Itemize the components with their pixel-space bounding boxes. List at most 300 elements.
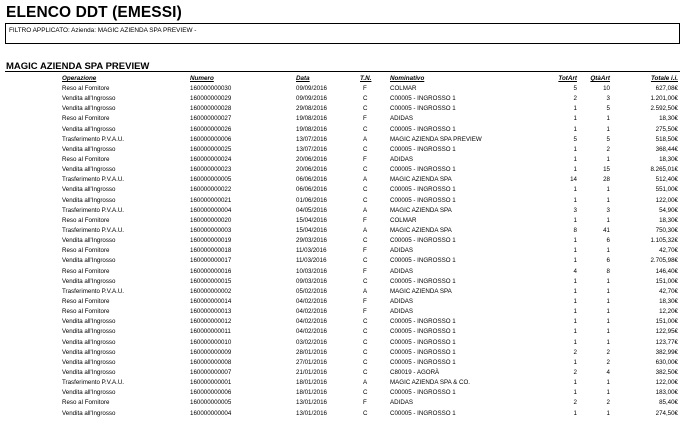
cell-qtaart: 3 — [606, 206, 610, 214]
cell-operazione: Vendita all'Ingrosso — [62, 186, 116, 194]
table-row — [0, 256, 683, 266]
cell-numero: 160000000008 — [190, 358, 232, 366]
cell-totart: 2 — [573, 368, 577, 376]
cell-totale: 123,77€ — [655, 338, 678, 346]
cell-totart: 2 — [573, 399, 577, 407]
cell-tn: C — [363, 277, 368, 285]
cell-data: 19/08/2016 — [296, 125, 327, 133]
cell-nominativo: MAGIC AZIENDA SPA PREVIEW — [390, 135, 482, 143]
cell-totale: 18,30€ — [659, 155, 678, 163]
cell-qtaart: 1 — [606, 247, 610, 255]
cell-operazione: Vendita all'Ingrosso — [62, 257, 116, 265]
cell-tn: C — [363, 338, 368, 346]
cell-nominativo: MAGIC AZIENDA SPA & CO. — [390, 379, 470, 387]
cell-operazione: Vendita all'Ingrosso — [62, 328, 116, 336]
cell-tn: A — [363, 287, 368, 295]
header-totart: TotArt — [558, 75, 577, 82]
cell-operazione: Vendita all'Ingrosso — [62, 237, 116, 245]
cell-tn: F — [363, 297, 367, 305]
cell-totale: 630,00€ — [655, 358, 678, 366]
cell-numero: 160000000016 — [190, 267, 232, 275]
cell-tn: C — [363, 237, 368, 245]
cell-data: 10/03/2016 — [296, 267, 327, 275]
cell-nominativo: COLMAR — [390, 216, 417, 224]
cell-data: 04/05/2016 — [296, 206, 327, 214]
cell-nominativo: C00005 - INGROSSO 1 — [390, 338, 456, 346]
cell-qtaart: 1 — [606, 308, 610, 316]
cell-operazione: Vendita all'Ingrosso — [62, 95, 116, 103]
cell-numero: 160000000011 — [190, 328, 231, 336]
cell-totale: 368,44€ — [655, 145, 678, 153]
cell-data: 06/06/2016 — [296, 176, 327, 184]
cell-qtaart: 1 — [606, 216, 610, 224]
table-row — [0, 206, 683, 216]
cell-data: 05/02/2016 — [296, 287, 327, 295]
cell-data: 13/01/2016 — [296, 399, 327, 407]
cell-totart: 8 — [573, 226, 577, 234]
cell-operazione: Reso al Fornitore — [62, 115, 110, 123]
cell-qtaart: 5 — [606, 135, 610, 143]
cell-totart: 1 — [573, 308, 577, 316]
cell-operazione: Vendita all'Ingrosso — [62, 338, 116, 346]
table-row — [0, 297, 683, 307]
cell-data: 04/02/2016 — [296, 318, 327, 326]
cell-nominativo: C00005 - INGROSSO 1 — [390, 196, 456, 204]
cell-qtaart: 2 — [606, 348, 610, 356]
cell-operazione: Reso al Fornitore — [62, 297, 110, 305]
cell-qtaart: 28 — [603, 176, 610, 184]
cell-tn: C — [363, 145, 368, 153]
table-row — [0, 185, 683, 195]
cell-data: 20/06/2016 — [296, 166, 327, 174]
cell-tn: C — [363, 125, 368, 133]
filter-text: FILTRO APPLICATO: Azienda: MAGIC AZIENDA SPA PREVIEW - — [9, 27, 197, 34]
cell-data: 18/01/2016 — [296, 379, 327, 387]
cell-qtaart: 5 — [606, 105, 610, 113]
cell-totart: 1 — [573, 247, 577, 255]
cell-nominativo: C00005 - INGROSSO 1 — [390, 125, 456, 133]
cell-data: 04/02/2016 — [296, 308, 327, 316]
cell-data: 29/03/2016 — [296, 237, 327, 245]
cell-nominativo: C00005 - INGROSSO 1 — [390, 145, 456, 153]
table-row — [0, 327, 683, 337]
cell-data: 06/06/2016 — [296, 186, 327, 194]
cell-nominativo: COLMAR — [390, 85, 417, 92]
table-row — [0, 175, 683, 185]
cell-operazione: Reso al Fornitore — [62, 308, 110, 316]
section-divider — [5, 71, 680, 72]
cell-numero: 160000000018 — [190, 247, 232, 255]
table-row — [0, 165, 683, 175]
cell-numero: 160000000012 — [190, 318, 232, 326]
cell-qtaart: 1 — [606, 125, 610, 133]
cell-data: 20/06/2016 — [296, 155, 327, 163]
cell-totart: 1 — [573, 257, 577, 265]
cell-numero: 160000000023 — [190, 166, 232, 174]
cell-nominativo: C00005 - INGROSSO 1 — [390, 358, 456, 366]
cell-nominativo: ADIDAS — [390, 399, 414, 407]
cell-totart: 4 — [573, 267, 577, 275]
cell-totart: 1 — [573, 277, 577, 285]
table-row — [0, 94, 683, 104]
cell-data: 29/08/2016 — [296, 105, 327, 113]
cell-numero: 160000000002 — [190, 287, 232, 295]
cell-operazione: Reso al Fornitore — [62, 155, 110, 163]
cell-operazione: Vendita all'Ingrosso — [62, 125, 116, 133]
cell-tn: F — [363, 216, 367, 224]
cell-nominativo: C00005 - INGROSSO 1 — [390, 318, 456, 326]
cell-numero: 160000000003 — [190, 226, 232, 234]
cell-totart: 3 — [573, 206, 577, 214]
cell-tn: C — [363, 389, 368, 397]
table-row — [0, 155, 683, 165]
cell-totale: 42,70€ — [659, 247, 678, 255]
table-row — [0, 267, 683, 277]
cell-qtaart: 1 — [606, 297, 610, 305]
cell-numero: 160000000006 — [190, 389, 232, 397]
cell-nominativo: C00005 - INGROSSO 1 — [390, 277, 456, 285]
cell-tn: C — [363, 105, 368, 113]
cell-nominativo: C00005 - INGROSSO 1 — [390, 237, 456, 245]
cell-totart: 2 — [573, 348, 577, 356]
cell-totale: 627,08€ — [655, 85, 678, 92]
report-title: ELENCO DDT (EMESSI) — [6, 4, 182, 21]
cell-totale: 382,50€ — [655, 368, 678, 376]
cell-totale: 1.105,32€ — [650, 237, 678, 245]
table-row — [0, 287, 683, 297]
cell-totart: 1 — [573, 409, 577, 417]
cell-totale: 12,20€ — [659, 308, 678, 316]
cell-totart: 1 — [573, 105, 577, 113]
cell-qtaart: 1 — [606, 409, 610, 417]
cell-totart: 1 — [573, 379, 577, 387]
cell-tn: F — [363, 267, 367, 275]
table-row — [0, 84, 683, 94]
cell-nominativo: C00005 - INGROSSO 1 — [390, 257, 456, 265]
cell-nominativo: C00005 - INGROSSO 1 — [390, 186, 456, 194]
cell-tn: A — [363, 176, 368, 184]
cell-nominativo: C00005 - INGROSSO 1 — [390, 389, 456, 397]
cell-totale: 18,30€ — [659, 115, 678, 123]
cell-qtaart: 3 — [606, 95, 610, 103]
cell-tn: F — [363, 155, 367, 163]
cell-numero: 160000000013 — [190, 308, 232, 316]
table-row — [0, 114, 683, 124]
cell-data: 21/01/2016 — [296, 368, 327, 376]
cell-numero: 160000000007 — [190, 368, 232, 376]
cell-numero: 160000000004 — [190, 409, 232, 417]
cell-qtaart: 2 — [606, 399, 610, 407]
cell-data: 15/04/2016 — [296, 226, 327, 234]
cell-tn: C — [363, 95, 368, 103]
cell-tn: A — [363, 379, 368, 387]
cell-totale: 551,00€ — [655, 186, 678, 194]
cell-numero: 160000000025 — [190, 145, 232, 153]
cell-totale: 750,30€ — [655, 226, 678, 234]
header-nominativo: Nominativo — [390, 75, 425, 82]
cell-tn: F — [363, 399, 367, 407]
cell-operazione: Vendita all'Ingrosso — [62, 277, 116, 285]
cell-data: 18/01/2016 — [296, 389, 327, 397]
header-totale: Totale i.i. — [650, 75, 678, 82]
cell-qtaart: 15 — [603, 166, 610, 174]
cell-totart: 1 — [573, 216, 577, 224]
table-row — [0, 398, 683, 408]
cell-totale: 42,70€ — [659, 287, 678, 295]
cell-totart: 1 — [573, 297, 577, 305]
cell-operazione: Vendita all'Ingrosso — [62, 368, 116, 376]
cell-totart: 1 — [573, 155, 577, 163]
table-row — [0, 317, 683, 327]
cell-qtaart: 1 — [606, 328, 610, 336]
cell-numero: 160000000004 — [190, 206, 232, 214]
cell-nominativo: MAGIC AZIENDA SPA — [390, 287, 452, 295]
cell-totart: 1 — [573, 125, 577, 133]
cell-data: 09/03/2016 — [296, 277, 327, 285]
table-row — [0, 378, 683, 388]
cell-nominativo: C80019 - AGORÀ — [390, 368, 440, 376]
cell-operazione: Reso al Fornitore — [62, 247, 110, 255]
cell-operazione: Reso al Fornitore — [62, 85, 110, 92]
cell-totale: 2.705,98€ — [650, 257, 678, 265]
cell-tn: C — [363, 328, 368, 336]
cell-totale: 146,40€ — [655, 267, 678, 275]
cell-qtaart: 2 — [606, 145, 610, 153]
cell-nominativo: ADIDAS — [390, 155, 414, 163]
cell-qtaart: 2 — [606, 358, 610, 366]
table-row — [0, 246, 683, 256]
cell-qtaart: 1 — [606, 338, 610, 346]
cell-tn: C — [363, 409, 368, 417]
cell-totart: 1 — [573, 338, 577, 346]
table-row — [0, 307, 683, 317]
cell-totart: 1 — [573, 115, 577, 123]
cell-operazione: Vendita all'Ingrosso — [62, 318, 116, 326]
cell-numero: 160000000015 — [190, 277, 232, 285]
cell-qtaart: 1 — [606, 115, 610, 123]
cell-data: 04/02/2016 — [296, 328, 327, 336]
cell-numero: 160000000028 — [190, 105, 232, 113]
cell-totale: 183,00€ — [655, 389, 678, 397]
cell-operazione: Trasferimento P.V.A.U. — [62, 176, 125, 184]
header-operazione: Operazione — [62, 75, 97, 82]
cell-totale: 54,90€ — [659, 206, 678, 214]
cell-operazione: Vendita all'Ingrosso — [62, 348, 116, 356]
cell-qtaart: 8 — [606, 267, 610, 275]
cell-nominativo: MAGIC AZIENDA SPA — [390, 226, 452, 234]
cell-qtaart: 10 — [603, 85, 610, 92]
cell-totale: 2.592,50€ — [650, 105, 678, 113]
cell-operazione: Vendita all'Ingrosso — [62, 196, 116, 204]
table-row — [0, 358, 683, 368]
table-row — [0, 125, 683, 135]
table-row — [0, 104, 683, 114]
cell-totale: 518,50€ — [655, 135, 678, 143]
cell-totale: 151,00€ — [655, 277, 678, 285]
cell-tn: F — [363, 115, 367, 123]
cell-data: 11/03/2016 — [296, 257, 327, 265]
cell-tn: C — [363, 318, 368, 326]
table-row — [0, 338, 683, 348]
cell-operazione: Reso al Fornitore — [62, 399, 110, 407]
cell-operazione: Reso al Fornitore — [62, 267, 110, 275]
cell-numero: 160000000019 — [190, 237, 232, 245]
cell-tn: A — [363, 206, 368, 214]
cell-nominativo: C00005 - INGROSSO 1 — [390, 95, 456, 103]
cell-nominativo: C00005 - INGROSSO 1 — [390, 348, 456, 356]
header-qtaart: QtàArt — [590, 75, 610, 82]
cell-numero: 160000000022 — [190, 186, 232, 194]
cell-operazione: Trasferimento P.V.A.U. — [62, 226, 125, 234]
cell-totart: 1 — [573, 196, 577, 204]
cell-qtaart: 1 — [606, 379, 610, 387]
cell-qtaart: 1 — [606, 287, 610, 295]
cell-tn: C — [363, 186, 368, 194]
cell-numero: 160000000026 — [190, 125, 232, 133]
header-numero: Numero — [190, 75, 214, 82]
cell-totale: 382,99€ — [655, 348, 678, 356]
cell-data: 15/04/2016 — [296, 216, 327, 224]
cell-numero: 160000000009 — [190, 348, 232, 356]
cell-tn: A — [363, 135, 368, 143]
table-row — [0, 135, 683, 145]
cell-tn: A — [363, 226, 368, 234]
cell-data: 11/03/2016 — [296, 247, 327, 255]
cell-totart: 1 — [573, 145, 577, 153]
cell-data: 13/01/2016 — [296, 409, 327, 417]
cell-qtaart: 1 — [606, 186, 610, 194]
cell-tn: C — [363, 166, 368, 174]
cell-numero: 160000000006 — [190, 135, 232, 143]
cell-operazione: Vendita all'Ingrosso — [62, 166, 116, 174]
cell-totart: 2 — [573, 95, 577, 103]
cell-totart: 1 — [573, 166, 577, 174]
cell-totart: 1 — [573, 237, 577, 245]
cell-nominativo: MAGIC AZIENDA SPA — [390, 206, 452, 214]
cell-numero: 160000000020 — [190, 216, 232, 224]
cell-tn: C — [363, 257, 368, 265]
cell-nominativo: ADIDAS — [390, 267, 414, 275]
cell-data: 09/09/2016 — [296, 95, 327, 103]
cell-totale: 274,50€ — [655, 409, 678, 417]
cell-data: 13/07/2016 — [296, 145, 327, 153]
cell-qtaart: 1 — [606, 389, 610, 397]
cell-nominativo: MAGIC AZIENDA SPA — [390, 176, 452, 184]
table-row — [0, 348, 683, 358]
cell-nominativo: C00005 - INGROSSO 1 — [390, 105, 456, 113]
cell-nominativo: ADIDAS — [390, 115, 414, 123]
cell-data: 28/01/2016 — [296, 348, 327, 356]
cell-qtaart: 6 — [606, 237, 610, 245]
cell-totale: 18,30€ — [659, 297, 678, 305]
cell-totart: 1 — [573, 389, 577, 397]
cell-nominativo: ADIDAS — [390, 297, 414, 305]
cell-tn: F — [363, 85, 367, 92]
header-data: Data — [296, 75, 310, 82]
cell-totart: 5 — [573, 135, 577, 143]
table-row — [0, 277, 683, 287]
cell-numero: 160000000005 — [190, 399, 232, 407]
cell-data: 27/01/2016 — [296, 358, 327, 366]
cell-totart: 1 — [573, 287, 577, 295]
cell-data: 09/09/2016 — [296, 85, 327, 92]
cell-data: 19/08/2016 — [296, 115, 327, 123]
cell-tn: C — [363, 348, 368, 356]
cell-nominativo: C00005 - INGROSSO 1 — [390, 166, 456, 174]
cell-totale: 122,00€ — [655, 196, 678, 204]
cell-numero: 160000000010 — [190, 338, 232, 346]
cell-operazione: Vendita all'Ingrosso — [62, 409, 116, 417]
cell-numero: 160000000021 — [190, 196, 232, 204]
table-row — [0, 368, 683, 378]
cell-tn: C — [363, 368, 368, 376]
cell-totale: 8.265,01€ — [650, 166, 678, 174]
cell-tn: F — [363, 308, 367, 316]
cell-operazione: Vendita all'Ingrosso — [62, 145, 116, 153]
cell-nominativo: C00005 - INGROSSO 1 — [390, 409, 456, 417]
cell-numero: 160000000029 — [190, 95, 232, 103]
table-row — [0, 226, 683, 236]
table-row — [0, 388, 683, 398]
cell-tn: F — [363, 247, 367, 255]
cell-qtaart: 1 — [606, 155, 610, 163]
cell-totart: 14 — [570, 176, 577, 184]
cell-totart: 5 — [573, 85, 577, 92]
cell-tn: C — [363, 358, 368, 366]
cell-totale: 85,40€ — [659, 399, 678, 407]
cell-numero: 160000000017 — [190, 257, 232, 265]
cell-totale: 18,30€ — [659, 216, 678, 224]
cell-totale: 275,50€ — [655, 125, 678, 133]
cell-nominativo: ADIDAS — [390, 247, 414, 255]
cell-data: 04/02/2016 — [296, 297, 327, 305]
cell-operazione: Vendita all'Ingrosso — [62, 389, 116, 397]
cell-operazione: Trasferimento P.V.A.U. — [62, 379, 125, 387]
cell-data: 01/06/2016 — [296, 196, 327, 204]
cell-totale: 122,00€ — [655, 379, 678, 387]
cell-operazione: Vendita all'Ingrosso — [62, 358, 116, 366]
cell-nominativo: ADIDAS — [390, 308, 414, 316]
table-row — [0, 236, 683, 246]
cell-totart: 1 — [573, 318, 577, 326]
cell-totale: 122,95€ — [655, 328, 678, 336]
cell-qtaart: 1 — [606, 196, 610, 204]
cell-operazione: Vendita all'Ingrosso — [62, 105, 116, 113]
cell-totart: 1 — [573, 186, 577, 194]
cell-qtaart: 6 — [606, 257, 610, 265]
cell-qtaart: 4 — [606, 368, 610, 376]
table-row — [0, 196, 683, 206]
cell-totale: 151,00€ — [655, 318, 678, 326]
cell-totale: 512,40€ — [655, 176, 678, 184]
cell-qtaart: 1 — [606, 277, 610, 285]
cell-nominativo: C00005 - INGROSSO 1 — [390, 328, 456, 336]
cell-qtaart: 1 — [606, 318, 610, 326]
cell-numero: 160000000005 — [190, 176, 232, 184]
cell-operazione: Reso al Fornitore — [62, 216, 110, 224]
filter-box — [5, 23, 680, 44]
cell-tn: C — [363, 196, 368, 204]
table-row — [0, 216, 683, 226]
table-row — [0, 145, 683, 155]
cell-totart: 1 — [573, 358, 577, 366]
cell-operazione: Trasferimento P.V.A.U. — [62, 287, 125, 295]
header-tn: T.N. — [360, 75, 372, 82]
cell-qtaart: 41 — [603, 226, 610, 234]
cell-numero: 160000000027 — [190, 115, 232, 123]
cell-operazione: Trasferimento P.V.A.U. — [62, 135, 125, 143]
section-title: MAGIC AZIENDA SPA PREVIEW — [6, 61, 150, 72]
